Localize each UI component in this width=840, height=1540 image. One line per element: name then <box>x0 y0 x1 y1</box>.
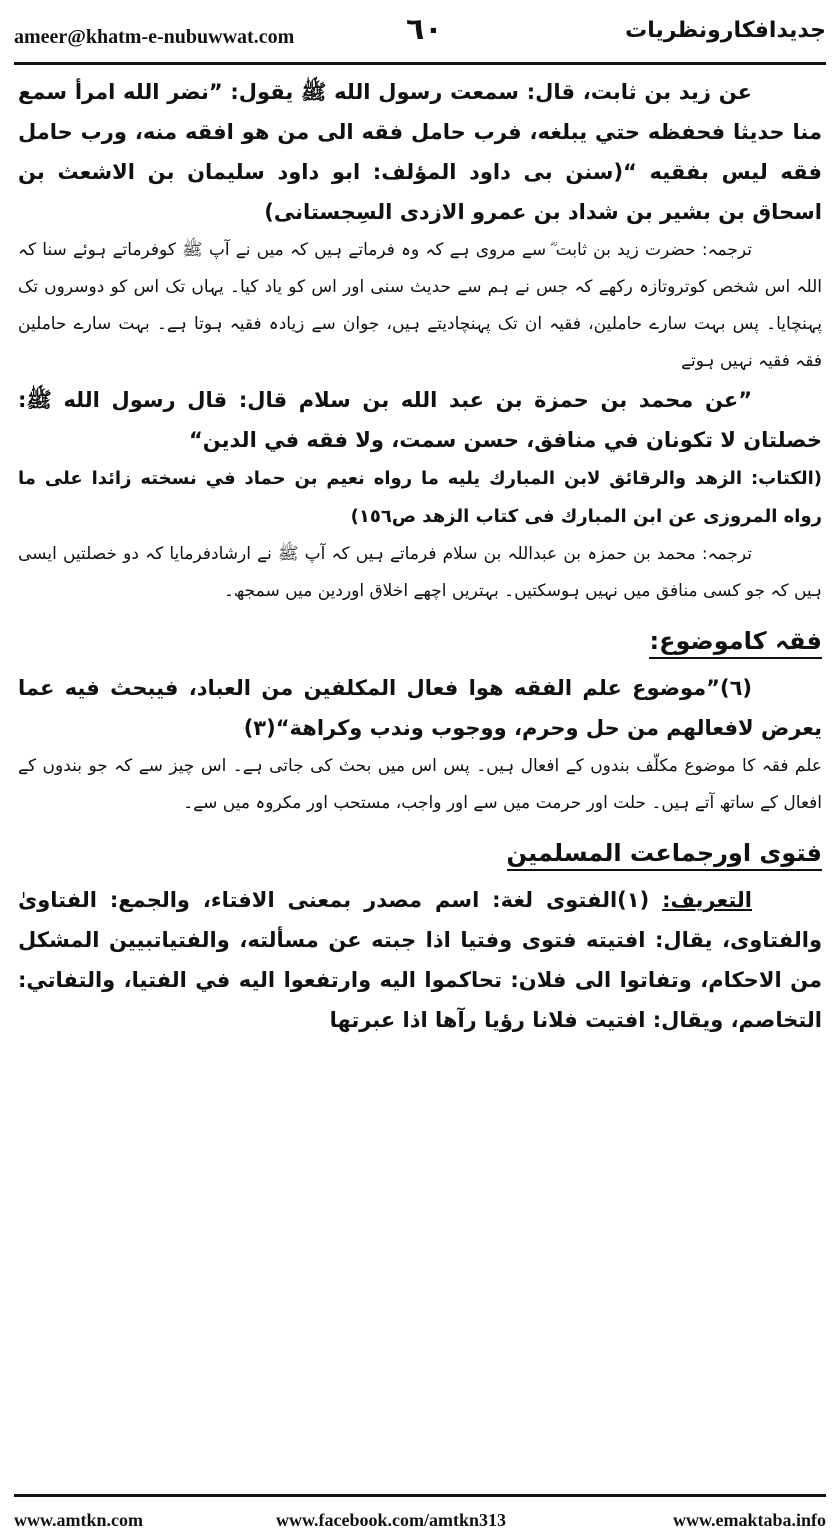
page-body <box>18 72 822 1490</box>
page-number: ٦٠ <box>406 12 443 47</box>
footer-link-facebook[interactable]: www.facebook.com/amtkn313 <box>276 1510 506 1530</box>
footer-link-amtkn[interactable]: www.amtkn.com <box>14 1510 143 1530</box>
fiqh-subject-arabic: (٦)”موضوع علم الفقه هوا فعال المكلفين من العباد، فيبحث فيه عما يعرض لافعالهم من حل وحرم، ووجوب وندب وكراهة“(٣) <box>18 676 822 740</box>
hadith-reference-2: (الكتاب: الزهد والرقائق لابن المبارك يليه ما رواه نعيم بن حماد في نسخته زائدا على ما رواه المروزی عن ابن المبارك فی كتاب الزهد ص١٥٦) <box>18 468 822 527</box>
translation-urdu-1: ترجمہ: حضرت زید بن ثابت ؓ سے مروی ہے کہ وہ فرماتے ہیں کہ میں نے آپ ﷺ کوفرماتے ہوئے سنا کہ اللہ اس شخص کوتروتازہ رکھے کہ جس نے ہم سے حدیث سنی اور اس کو یاد کیا۔ یہاں تک اس کو دوسروں تک پہنچایا۔ پس بہت سارے حاملین، فقیہ ان تک پہنچادیتے ہیں، جوان سے زیادہ فقیہ ہوتا ہے۔ بہت سارے حاملین فقہ فقیہ نہیں ہوتے <box>18 240 822 371</box>
header-email: ameer@khatm-e-nubuwwat.com <box>14 26 295 48</box>
section-heading-fatwa-text: فتوی اورجماعت المسلمین <box>507 839 822 871</box>
footer-link-emaktaba[interactable]: www.emaktaba.info <box>672 1510 826 1530</box>
hadith-arabic-1: عن زيد بن ثابت، قال: سمعت رسول الله ﷺ يقول: ”نضر الله امرأ سمع منا حديثا فحفظه حتي يبلغه، فرب حامل فقه الى من هو افقه منه، ورب حامل فقه ليس بفقيه “(سنن بی داود المؤلف: ابو داود سليمان بن الاشعث بن اسحاق بن بشير بن شداد بن عمرو الازدی السِجستانی) <box>18 80 822 224</box>
definition-text: (١)الفتوى لغة: اسم مصدر بمعنى الافتاء، والجمع: الفتاوىٰ والفتاوى، يقال: افتيته فتوى وفتيا اذا جبته عن مسألته، والفتياتبيين المشكل من الاحكام، وتفاتوا الى فلان: تحاكموا اليه وارتفعوا اليه في الفتيا، والتفاتي: التخاصم، ويقال: افتيت فلانا رؤيا رآها اذا عبرتها <box>18 888 822 1032</box>
translation-urdu-2: ترجمہ: محمد بن حمزہ بن عبداللہ بن سلام فرماتے ہیں کہ آپ ﷺ نے ارشادفرمایا کہ دو خصلتیں ایسی ہیں کہ جو کسی منافق میں نہیں ہوسکتیں۔ بہتریں اچھے اخلاق اوردین میں سمجھ۔ <box>18 544 822 601</box>
section-heading-fiqh-subject <box>18 614 822 668</box>
fatwa-definition <box>18 880 822 1040</box>
footer-rule <box>14 1494 826 1497</box>
page-header <box>14 8 826 58</box>
header-rule <box>14 62 826 65</box>
section-heading-fatwa <box>18 826 822 880</box>
hadith-arabic-2: ”عن محمد بن حمزة بن عبد الله بن سلام قال: قال رسول الله ﷺ: خصلتان لا تكونان في منافق، حسن سمت، ولا فقه في الدين“ <box>18 388 822 452</box>
section-heading-fiqh-subject-text: فقہ کاموضوع: <box>649 627 822 659</box>
definition-label: التعريف: <box>662 888 752 912</box>
fiqh-subject-urdu: علم فقہ کا موضوع مکلّف بندوں کے افعال ہیں۔ پس اس میں بحث کی جاتی ہے۔ اس چیز سے کہ جو بندوں کے افعال کے ساتھ آتے ہیں۔ حلت اور حرمت میں سے اور واجب، مستحب اور مکروہ میں سے۔ <box>18 756 822 813</box>
page-footer <box>14 1500 826 1536</box>
header-title: جدیدافکارونظریات <box>625 18 826 43</box>
